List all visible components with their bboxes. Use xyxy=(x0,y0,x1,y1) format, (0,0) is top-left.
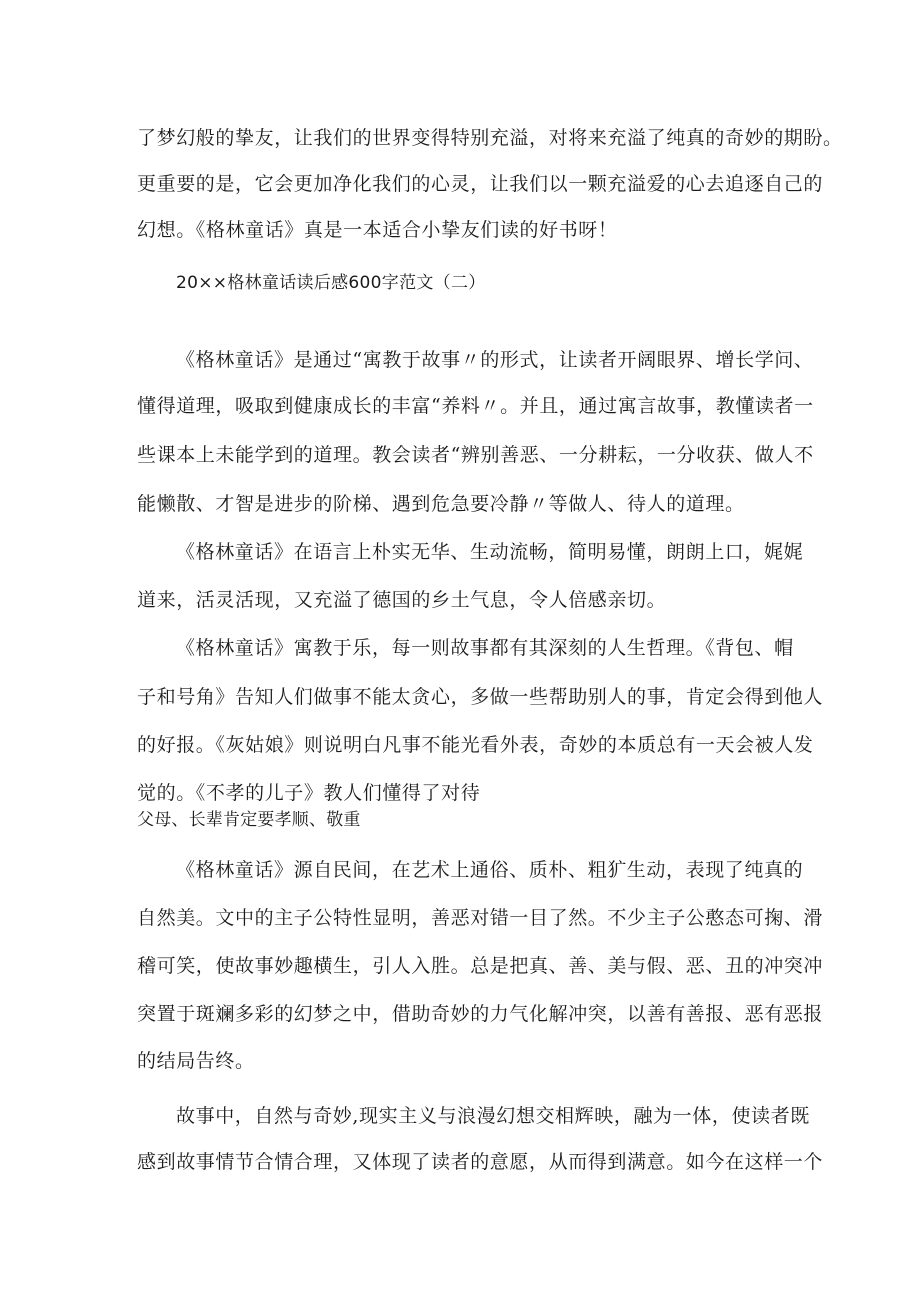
text-line: 《格林童话》源自民间，在艺术上通俗、质朴、粗犷生动，表现了纯真的 xyxy=(176,859,804,881)
text-line: 能懒散、才智是进步的阶梯、遇到危急要冷静〃等做人、待人的道理。 xyxy=(137,493,745,515)
text-line: 稽可笑，使故事妙趣横生，引人入胜。总是把真、善、美与假、恶、丑的冲突冲 xyxy=(137,955,824,977)
text-line: 感到故事情节合情合理，又体现了读者的意愿，从而得到满意。如今在这样一个 xyxy=(137,1151,824,1173)
text-line: 子和号角》告知人们做事不能太贪心，多做一些帮助别人的事，肯定会得到他人 xyxy=(137,686,824,708)
text-line: 父母、长辈肯定要孝顺、敬重 xyxy=(137,810,361,830)
text-line: 自然美。文中的主子公特性显明，善恶对错一目了然。不少主子公憨态可掬、滑 xyxy=(137,907,824,929)
text-line: 更重要的是，它会更加净化我们的心灵，让我们以一颗充溢爱的心去追逐自己的 xyxy=(137,173,824,195)
text-line: 懂得道理，吸取到健康成长的丰富“养料〃。并且，通过寓言故事，教懂读者一 xyxy=(137,395,814,417)
text-line: 故事中，自然与奇妙,现实主义与浪漫幻想交相辉映，融为一体，使读者既 xyxy=(176,1105,810,1127)
text-line: 的好报。《灰姑娘》则说明白凡事不能光看外表，奇妙的本质总有一天会被人发 xyxy=(137,734,814,756)
text-line: 的结局告终。 xyxy=(137,1050,255,1072)
text-line: 《格林童话》在语言上朴实无华、生动流畅，简明易懂，朗朗上口，娓娓 xyxy=(176,541,804,563)
text-line: 觉的。《不孝的儿子》教人们懂得了对待 xyxy=(137,782,481,804)
text-line: 《格林童话》是通过“寓教于故事〃的形式，让读者开阔眼界、增长学问、 xyxy=(176,349,814,371)
text-line: 些课本上未能学到的道理。教会读者“辨别善恶、一分耕耘，一分收获、做人不 xyxy=(137,444,814,466)
text-line: 幻想。《格林童话》真是一本适合小挚友们读的好书呀！ xyxy=(137,219,618,241)
text-line: 了梦幻般的挚友，让我们的世界变得特别充溢，对将来充溢了纯真的奇妙的期盼。 xyxy=(137,127,843,149)
text-line: 突置于斑斓多彩的幻梦之中，借助奇妙的力气化解冲突，以善有善报、恶有恶报 xyxy=(137,1003,824,1025)
section-heading: 20××格林童话读后感600字范文（二） xyxy=(176,273,486,293)
text-line: 道来，活灵活现，又充溢了德国的乡土气息，令人倍感亲切。 xyxy=(137,589,667,611)
text-line: 《格林童话》寓教于乐，每一则故事都有其深刻的人生哲理。《背包、帽 xyxy=(176,637,794,659)
